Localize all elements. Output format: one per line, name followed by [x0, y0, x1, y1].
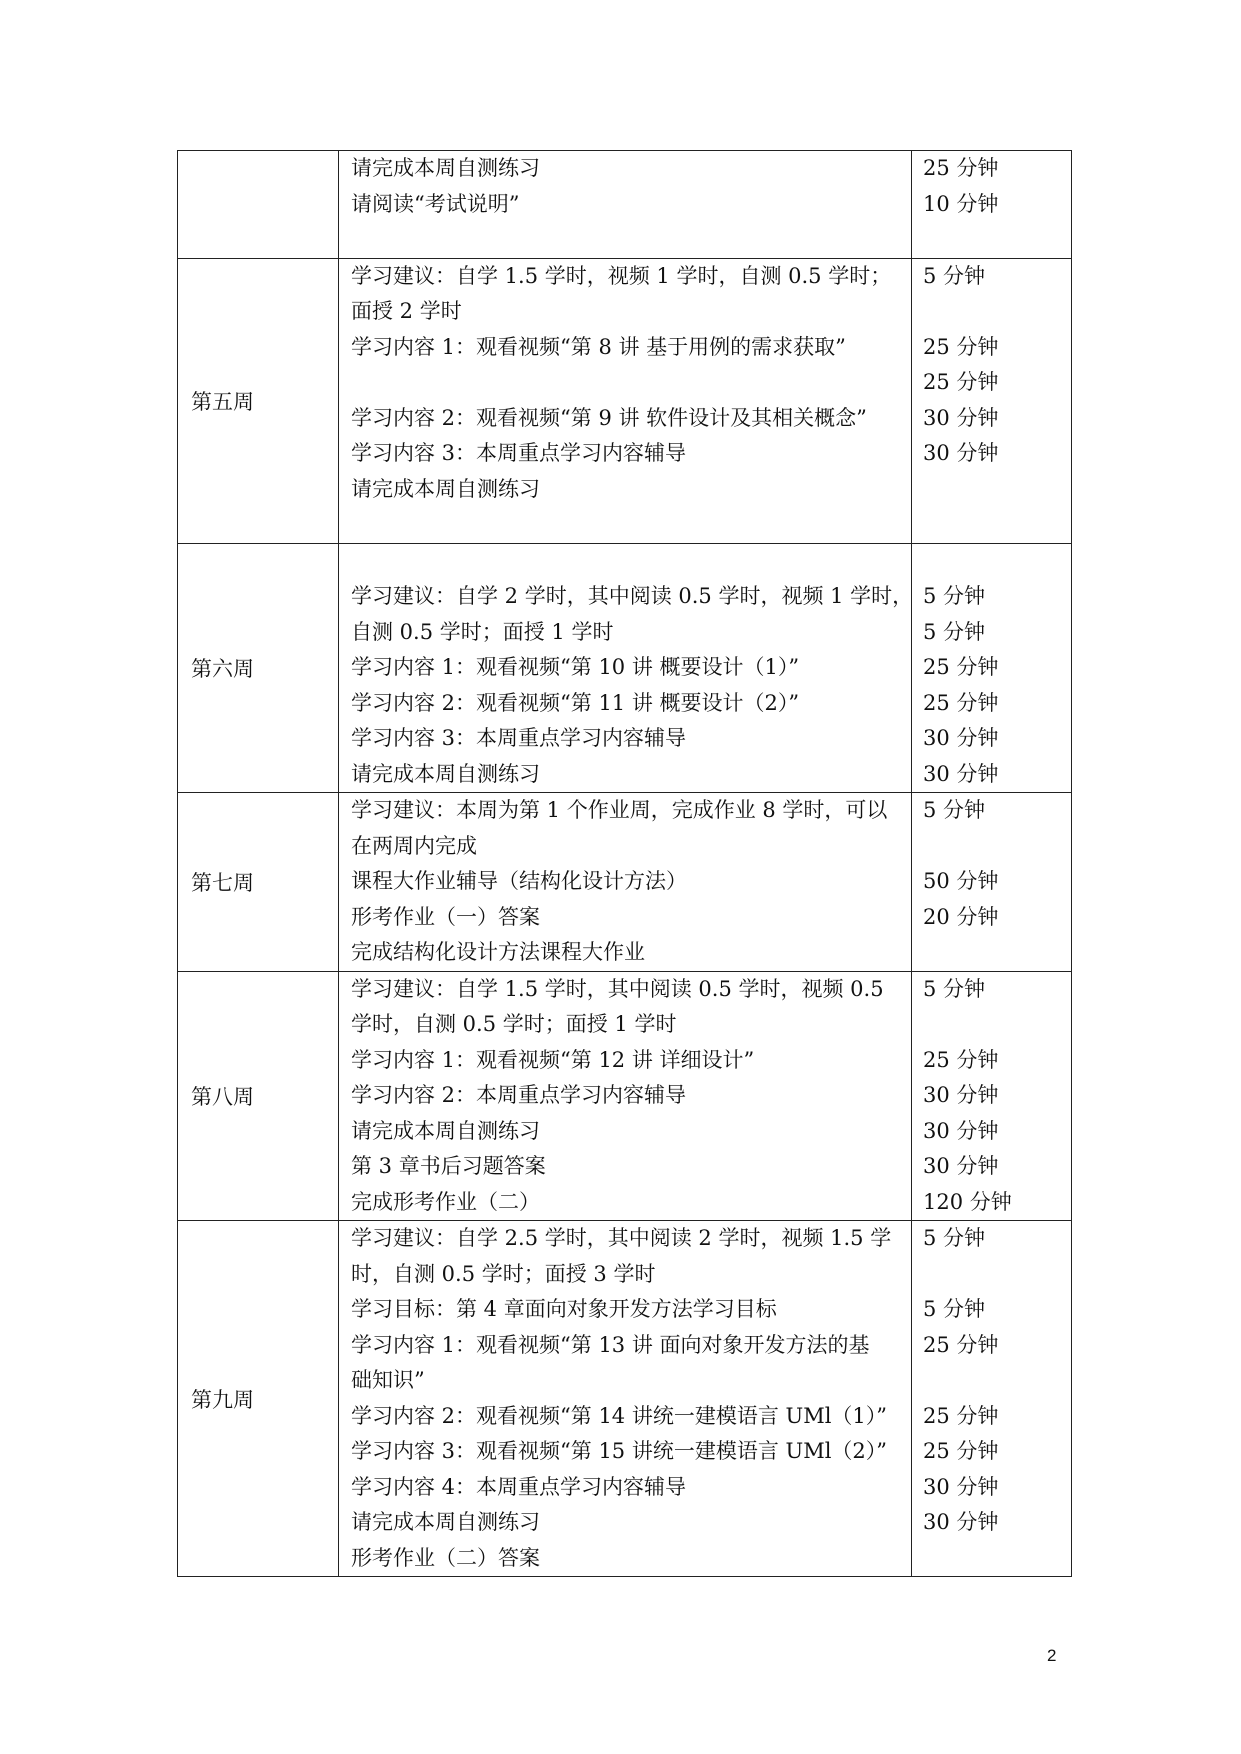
time-line: 30 分钟: [923, 761, 999, 786]
time-line: 5 分钟: [923, 263, 986, 288]
time-line: 25 分钟: [923, 1439, 999, 1463]
week-cell: [178, 258, 339, 543]
time-line: [912, 222, 1071, 258]
time-cell: [912, 543, 1072, 793]
content-cell: [339, 258, 912, 543]
time-line: 5 分钟: [923, 798, 986, 822]
time-line: [912, 935, 1071, 971]
time-line: 30 分钟: [923, 726, 999, 750]
content-line: 学习建议：自学 1.5 学时，其中阅读 0.5 学时，视频 0.5: [351, 976, 884, 1001]
content-line: 形考作业（二）答案: [351, 1545, 540, 1570]
content-line: 学习内容 2：观看视频“第 11 讲 概要设计（2）”: [351, 690, 800, 715]
week-label: 第七周: [191, 870, 254, 895]
time-line: 25 分钟: [923, 1332, 999, 1357]
content-cell: [339, 1221, 912, 1577]
content-cell: [339, 543, 912, 793]
time-line: 25 分钟: [923, 655, 999, 679]
time-line: [912, 294, 1071, 330]
page-number: 2: [1047, 1646, 1057, 1665]
week-cell: [178, 1221, 339, 1577]
time-line: 30 分钟: [923, 1083, 999, 1107]
time-line: 30 分钟: [923, 1510, 999, 1534]
time-line: 5 分钟: [923, 1226, 986, 1250]
content-line: 自测 0.5 学时；面授 1 学时: [351, 619, 614, 644]
week-label: 第八周: [191, 1084, 254, 1109]
time-line: 30 分钟: [923, 405, 999, 430]
content-line: 学习内容 2：本周重点学习内容辅导: [351, 1083, 687, 1107]
content-line: [339, 365, 911, 401]
time-line: 20 分钟: [923, 904, 999, 929]
content-line: 形考作业（一）答案: [351, 904, 540, 929]
content-line: 请完成本周自测练习: [351, 1510, 540, 1534]
content-cell: [339, 151, 912, 259]
schedule-row: [178, 1221, 1072, 1577]
time-line: [912, 829, 1071, 865]
time-line: 10 分钟: [923, 191, 999, 216]
time-line: [912, 1257, 1071, 1293]
content-line: 请完成本周自测练习: [351, 1118, 540, 1143]
week-label: 第九周: [191, 1387, 254, 1412]
content-line: 请完成本周自测练习: [351, 156, 540, 180]
content-cell: [339, 793, 912, 972]
content-line: 学习内容 3：观看视频“第 15 讲统一建模语言 UMl（2）”: [351, 1439, 888, 1463]
time-cell: [912, 793, 1072, 972]
content-line: 学习内容 1：观看视频“第 8 讲 基于用例的需求获取”: [351, 334, 846, 359]
content-line: 完成结构化设计方法课程大作业: [351, 940, 645, 964]
time-line: 30 分钟: [923, 1154, 999, 1178]
content-cell: [339, 971, 912, 1221]
schedule-row: [178, 151, 1072, 259]
content-line: 面授 2 学时: [351, 299, 462, 323]
content-line: [339, 544, 911, 580]
time-cell: [912, 151, 1072, 259]
content-line: [339, 222, 911, 258]
content-line: 学习建议：自学 2 学时，其中阅读 0.5 学时，视频 1 学时，: [351, 584, 914, 608]
content-line: 学习内容 2：观看视频“第 9 讲 软件设计及其相关概念”: [351, 405, 867, 430]
time-line: [912, 1363, 1071, 1399]
time-line: 5 分钟: [923, 1297, 986, 1321]
time-line: 5 分钟: [923, 584, 986, 608]
content-line: 完成形考作业（二）: [351, 1189, 540, 1214]
schedule-row: [178, 543, 1072, 793]
time-line: [912, 472, 1071, 508]
content-line: 学习建议：自学 1.5 学时，视频 1 学时，自测 0.5 学时；: [351, 263, 892, 288]
time-line: 50 分钟: [923, 869, 999, 893]
time-line: 25 分钟: [923, 156, 999, 180]
time-line: 25 分钟: [923, 334, 999, 359]
time-line: 30 分钟: [923, 1118, 999, 1143]
content-line: 在两周内完成: [351, 833, 477, 858]
time-line: 30 分钟: [923, 441, 999, 465]
content-line: 学习建议：本周为第 1 个作业周，完成作业 8 学时，可以: [351, 798, 888, 822]
content-line: [339, 507, 911, 543]
content-line: 学习建议：自学 2.5 学时，其中阅读 2 学时，视频 1.5 学: [351, 1226, 892, 1250]
content-line: 学习内容 1：观看视频“第 13 讲 面向对象开发方法的基: [351, 1332, 870, 1357]
content-line: 学习内容 3：本周重点学习内容辅导: [351, 726, 687, 750]
week-cell: [178, 151, 339, 259]
week-label: 第五周: [191, 389, 254, 414]
time-line: 25 分钟: [923, 1047, 999, 1072]
week-cell: [178, 971, 339, 1221]
week-cell: [178, 543, 339, 793]
time-line: 30 分钟: [923, 1474, 999, 1499]
schedule-row: [178, 793, 1072, 972]
schedule-body: [178, 151, 1072, 1577]
schedule-row: [178, 971, 1072, 1221]
time-line: 5 分钟: [923, 976, 986, 1001]
content-line: 请阅读“考试说明”: [351, 191, 520, 216]
content-line: 第 3 章书后习题答案: [351, 1154, 546, 1178]
content-line: 学习目标：第 4 章面向对象开发方法学习目标: [351, 1297, 777, 1321]
schedule-row: [178, 258, 1072, 543]
time-line: [912, 1541, 1071, 1577]
time-line: 5 分钟: [923, 619, 986, 644]
time-line: 25 分钟: [923, 1403, 999, 1428]
content-line: 础知识”: [351, 1368, 425, 1392]
content-line: 学习内容 1：观看视频“第 12 讲 详细设计”: [351, 1047, 755, 1072]
study-schedule-table: [177, 150, 1072, 1577]
time-line: [912, 507, 1071, 543]
week-label: 第六周: [191, 656, 254, 681]
content-line: 学习内容 1：观看视频“第 10 讲 概要设计（1）”: [351, 655, 800, 679]
time-line: 120 分钟: [923, 1189, 1012, 1214]
content-line: 学时，自测 0.5 学时；面授 1 学时: [351, 1012, 677, 1036]
time-line: 25 分钟: [923, 370, 999, 394]
content-line: 学习内容 2：观看视频“第 14 讲统一建模语言 UMl（1）”: [351, 1403, 888, 1428]
time-line: 25 分钟: [923, 690, 999, 715]
content-line: 学习内容 4：本周重点学习内容辅导: [351, 1474, 687, 1499]
content-line: 请完成本周自测练习: [351, 476, 540, 501]
content-line: 请完成本周自测练习: [351, 761, 540, 786]
content-line: 学习内容 3：本周重点学习内容辅导: [351, 441, 687, 465]
content-line: 课程大作业辅导（结构化设计方法）: [351, 869, 687, 893]
time-line: [912, 544, 1071, 580]
content-line: 时，自测 0.5 学时；面授 3 学时: [351, 1261, 656, 1286]
week-cell: [178, 793, 339, 972]
time-cell: [912, 971, 1072, 1221]
time-line: [912, 1007, 1071, 1043]
time-cell: [912, 1221, 1072, 1577]
time-cell: [912, 258, 1072, 543]
